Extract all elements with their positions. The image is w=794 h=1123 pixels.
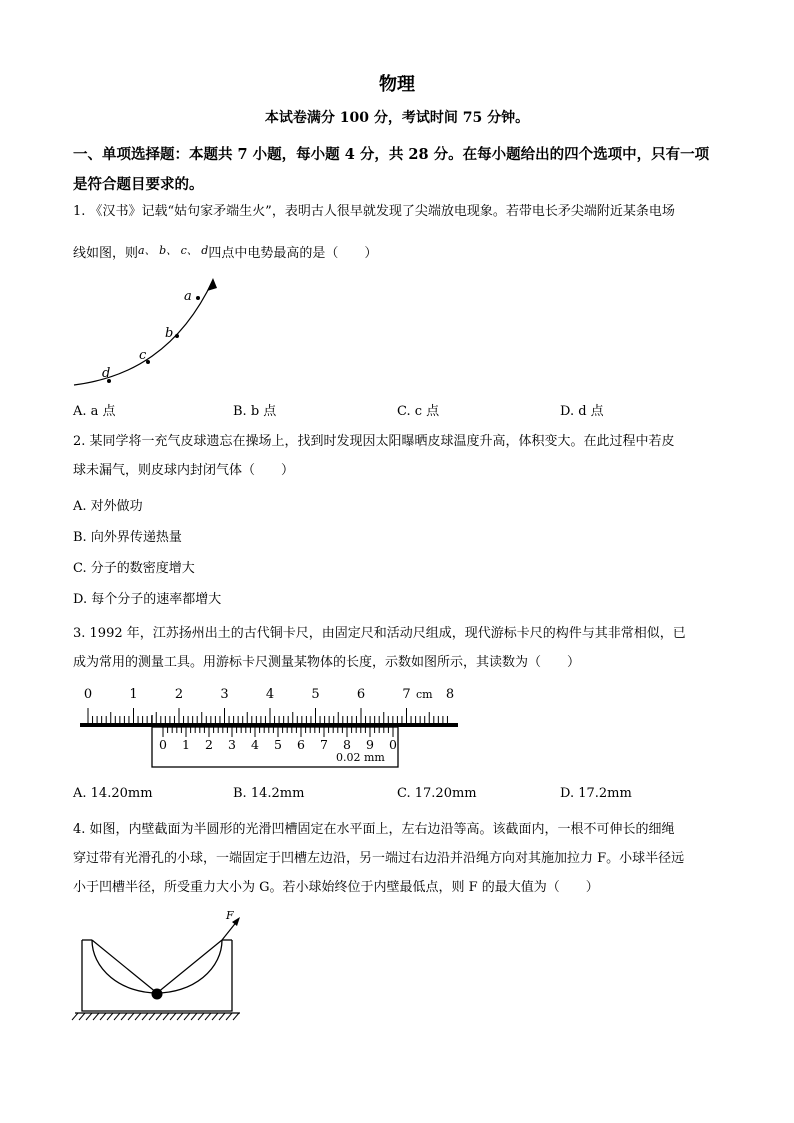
question-3-options <box>73 786 723 806</box>
semicircle-groove-figure <box>70 905 250 1025</box>
label-a: a <box>184 289 192 304</box>
electric-field-line-figure <box>70 270 220 390</box>
rope-left <box>92 940 157 993</box>
vernier-label: 0 <box>389 737 397 752</box>
question-1-stem-part-a: 线如图，则 <box>73 246 139 261</box>
question-4-stem-line3: 小于凹槽半径，所受重力大小为 G。若小球始终位于内壁最低点，则 F 的最大值为（ ） <box>73 880 599 895</box>
main-scale <box>80 687 458 727</box>
vernier-label: 3 <box>228 737 236 752</box>
vernier-label: 0 <box>159 737 167 752</box>
hatch-line <box>156 1013 162 1020</box>
vernier-caliper-figure <box>78 685 468 770</box>
main-scale-label: 7 <box>402 687 411 702</box>
hatch-line <box>72 1013 78 1020</box>
label-b: b <box>165 326 174 341</box>
hatch-line <box>163 1013 169 1020</box>
hatch-line <box>198 1013 204 1020</box>
force-label: F <box>226 909 234 922</box>
hatch-line <box>107 1013 113 1020</box>
hatch-line <box>135 1013 141 1020</box>
hatch-line <box>170 1013 176 1020</box>
field-line <box>74 280 213 385</box>
hatch-line <box>226 1013 232 1020</box>
question-1-stem-part-b: 四点中电势最高的是（ ） <box>208 246 378 261</box>
semicircle-inner-wall <box>92 940 222 993</box>
main-scale-label: 4 <box>265 687 275 702</box>
hatch-line <box>149 1013 155 1020</box>
vernier-label: 7 <box>320 737 328 752</box>
hatch-line <box>233 1013 239 1020</box>
q3-option-a[interactable]: A. 14.20mm <box>73 786 153 801</box>
question-3-stem-line2: 成为常用的测量工具。用游标卡尺测量某物体的长度，示数如图所示，其读数为（ ） <box>73 655 581 670</box>
question-4-stem-line2: 穿过带有光滑孔的小球，一端固定于凹槽左边沿，另一端过右边沿并沿绳方向对其施加拉力 F。小球半径远 <box>73 851 685 866</box>
q2-option-d[interactable]: D. 每个分子的速率都增大 <box>73 592 222 607</box>
question-2-stem-line2: 球未漏气，则皮球内封闭气体（ ） <box>73 463 295 478</box>
question-1-stem-line1: 1. 《汉书》记载“姑句家矛端生火”，表明古人很早就发现了尖端放电现象。若带电长矛尖端附近某条电场 <box>73 204 675 219</box>
question-4-stem-line1: 4. 如图，内壁截面为半圆形的光滑凹槽固定在水平面上，左右边沿等高。该截面内，一根不可伸长的细绳 <box>73 822 675 837</box>
q1-option-c[interactable]: C. c 点 <box>397 404 440 419</box>
hatch-line <box>184 1013 190 1020</box>
label-d: d <box>102 366 111 381</box>
question-3-stem-line1: 3. 1992 年，江苏扬州出土的古代铜卡尺，由固定尺和活动尺组成，现代游标卡尺的构件与其非常相似，已 <box>73 626 686 641</box>
ground-hatching <box>72 1013 239 1020</box>
hatch-line <box>114 1013 120 1020</box>
hatch-line <box>191 1013 197 1020</box>
question-1-stem-line2 <box>73 237 377 267</box>
hatch-line <box>177 1013 183 1020</box>
vernier-label: 4 <box>251 737 259 752</box>
page-title: 物理 <box>379 74 415 95</box>
point-c <box>146 360 150 364</box>
main-scale-label: 2 <box>174 687 184 702</box>
point-b <box>175 334 179 338</box>
ball <box>152 989 163 1000</box>
vernier-label: 1 <box>182 737 190 752</box>
q1-option-d[interactable]: D. d 点 <box>560 404 604 419</box>
q2-option-a[interactable]: A. 对外做功 <box>73 499 143 514</box>
q2-option-c[interactable]: C. 分子的数密度增大 <box>73 561 195 576</box>
q3-option-c[interactable]: C. 17.20mm <box>397 786 477 801</box>
vernier-precision-label: 0.02 mm <box>336 751 385 764</box>
q1-option-a[interactable]: A. a 点 <box>73 404 116 419</box>
vernier-label: 8 <box>343 737 351 752</box>
q3-option-d[interactable]: D. 17.2mm <box>560 786 632 801</box>
vernier-label: 6 <box>297 737 305 752</box>
hatch-line <box>219 1013 225 1020</box>
hatch-line <box>79 1013 85 1020</box>
hatch-line <box>142 1013 148 1020</box>
hatch-line <box>212 1013 218 1020</box>
q2-option-b[interactable]: B. 向外界传递热量 <box>73 530 182 545</box>
exam-info: 本试卷满分 100 分，考试时间 75 分钟。 <box>264 110 530 126</box>
section-heading: 一、单项选择题：本题共 7 小题，每小题 4 分，共 28 分。在每小题给出的四个选项中，只有一项是符合题目要求的。 <box>73 146 710 193</box>
hatch-line <box>100 1013 106 1020</box>
point-a <box>196 296 200 300</box>
main-scale-label: 5 <box>311 687 320 702</box>
hatch-line <box>205 1013 211 1020</box>
hatch-line <box>121 1013 127 1020</box>
vernier-label: 9 <box>366 737 374 752</box>
hatch-line <box>86 1013 92 1020</box>
field-line-arrow <box>207 278 217 291</box>
main-scale-unit: cm <box>416 688 433 701</box>
hatch-line <box>128 1013 134 1020</box>
main-scale-label: 6 <box>356 687 366 702</box>
q3-option-b[interactable]: B. 14.2mm <box>233 786 305 801</box>
label-c: c <box>139 348 147 363</box>
vernier-label: 5 <box>274 737 282 752</box>
hatch-line <box>93 1013 99 1020</box>
main-scale-label: 3 <box>220 687 229 702</box>
q1-option-b[interactable]: B. b 点 <box>233 404 277 419</box>
question-1-point-letters: a、 b、 c、 d <box>138 244 209 257</box>
vernier-label: 2 <box>205 737 213 752</box>
question-2-stem-line1: 2. 某同学将一充气皮球遗忘在操场上，找到时发现因太阳曝晒皮球温度升高，体积变大。在此过程中若皮 <box>73 434 675 449</box>
main-scale-label: 0 <box>83 687 93 702</box>
question-1-options <box>73 400 723 420</box>
rope-right <box>157 940 222 993</box>
main-scale-label: 8 <box>445 687 455 702</box>
main-scale-label: 1 <box>129 687 138 702</box>
